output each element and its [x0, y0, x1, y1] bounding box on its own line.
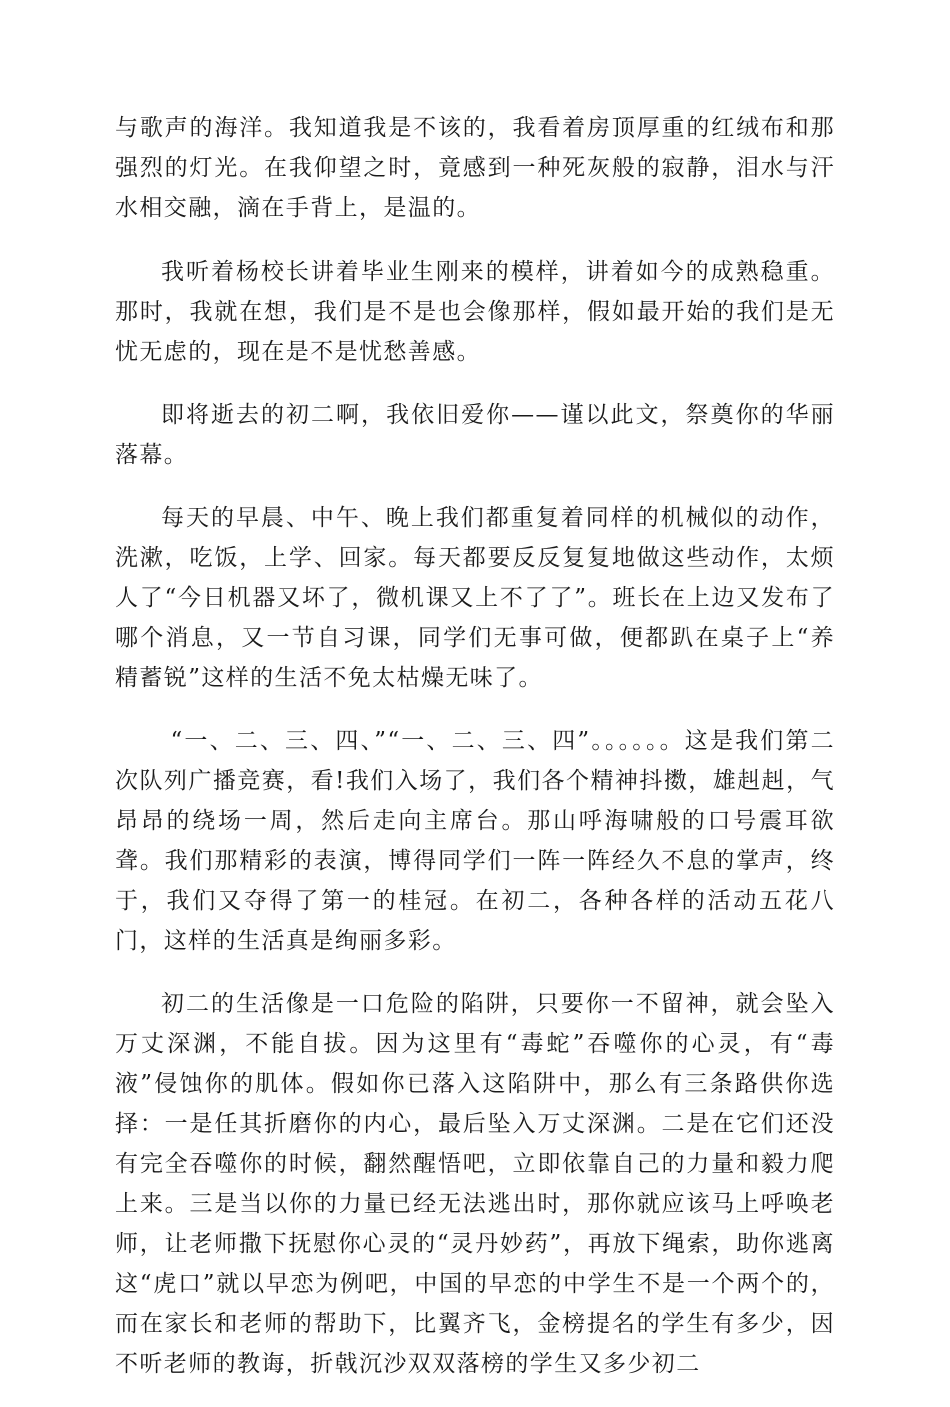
paragraph-5: “一、二、三、四、”“一、二、三、四”。。。。。。这是我们第二次队列广播竞赛，看!我们入场了，我们各个精神抖擞，雄赳赳，气昂昂的绕场一周，然后走向主席台。那山呼海啸般的口号震耳欲聋。我们那精彩的表演，博得同学们一阵一阵经久不息的掌声，终于，我们又夺得了第一的桂冠。在初二，各种各样的活动五花八门，这样的生活真是绚丽多彩。 [115, 728, 835, 954]
paragraph-4: 每天的早晨、中午、晚上我们都重复着同样的机械似的动作，洗漱，吃饭，上学、回家。每天都要反反复复地做这些动作，太烦人了“今日机器又坏了，微机课又上不了了”。班长在上边又发布了哪个消息，又一节自习课，同学们无事可做，便都趴在桌子上“养精蓄锐”这样的生活不免太枯燥无味了。 [115, 505, 835, 691]
paragraph-2: 我听着杨校长讲着毕业生刚来的模样，讲着如今的成熟稳重。那时，我就在想，我们是不是也会像那样，假如最开始的我们是无忧无虑的，现在是不是忧愁善感。 [115, 259, 835, 365]
paragraph-6: 初二的生活像是一口危险的陷阱，只要你一不留神，就会坠入万丈深渊，不能自拔。因为这里有“毒蛇”吞噬你的心灵，有“毒液”侵蚀你的肌体。假如你已落入这陷阱中，那么有三条路供你选择：一是任其折磨你的内心，最后坠入万丈深渊。二是在它们还没有完全吞噬你的时候，翻然醒悟吧，立即依靠自己的力量和毅力爬上来。三是当以你的力量已经无法逃出时，那你就应该马上呼唤老师，让老师撒下抚慰你心灵的“灵丹妙药”，再放下绳索，助你逃离这“虎口”就以早恋为例吧，中国的早恋的中学生不是一个两个的，而在家长和老师的帮助下，比翼齐飞，金榜提名的学生有多少，因不听老师的教诲，折戟沉沙双双落榜的学生又多少初二 [115, 991, 835, 1377]
document-body [115, 108, 835, 1407]
paragraph-1: 与歌声的海洋。我知道我是不该的，我看着房顶厚重的红绒布和那强烈的灯光。在我仰望之时，竟感到一种死灰般的寂静，泪水与汗水相交融，滴在手背上，是温的。 [115, 115, 835, 221]
paragraph-3: 即将逝去的初二啊，我依旧爱你——谨以此文，祭奠你的华丽落幕。 [115, 402, 835, 468]
